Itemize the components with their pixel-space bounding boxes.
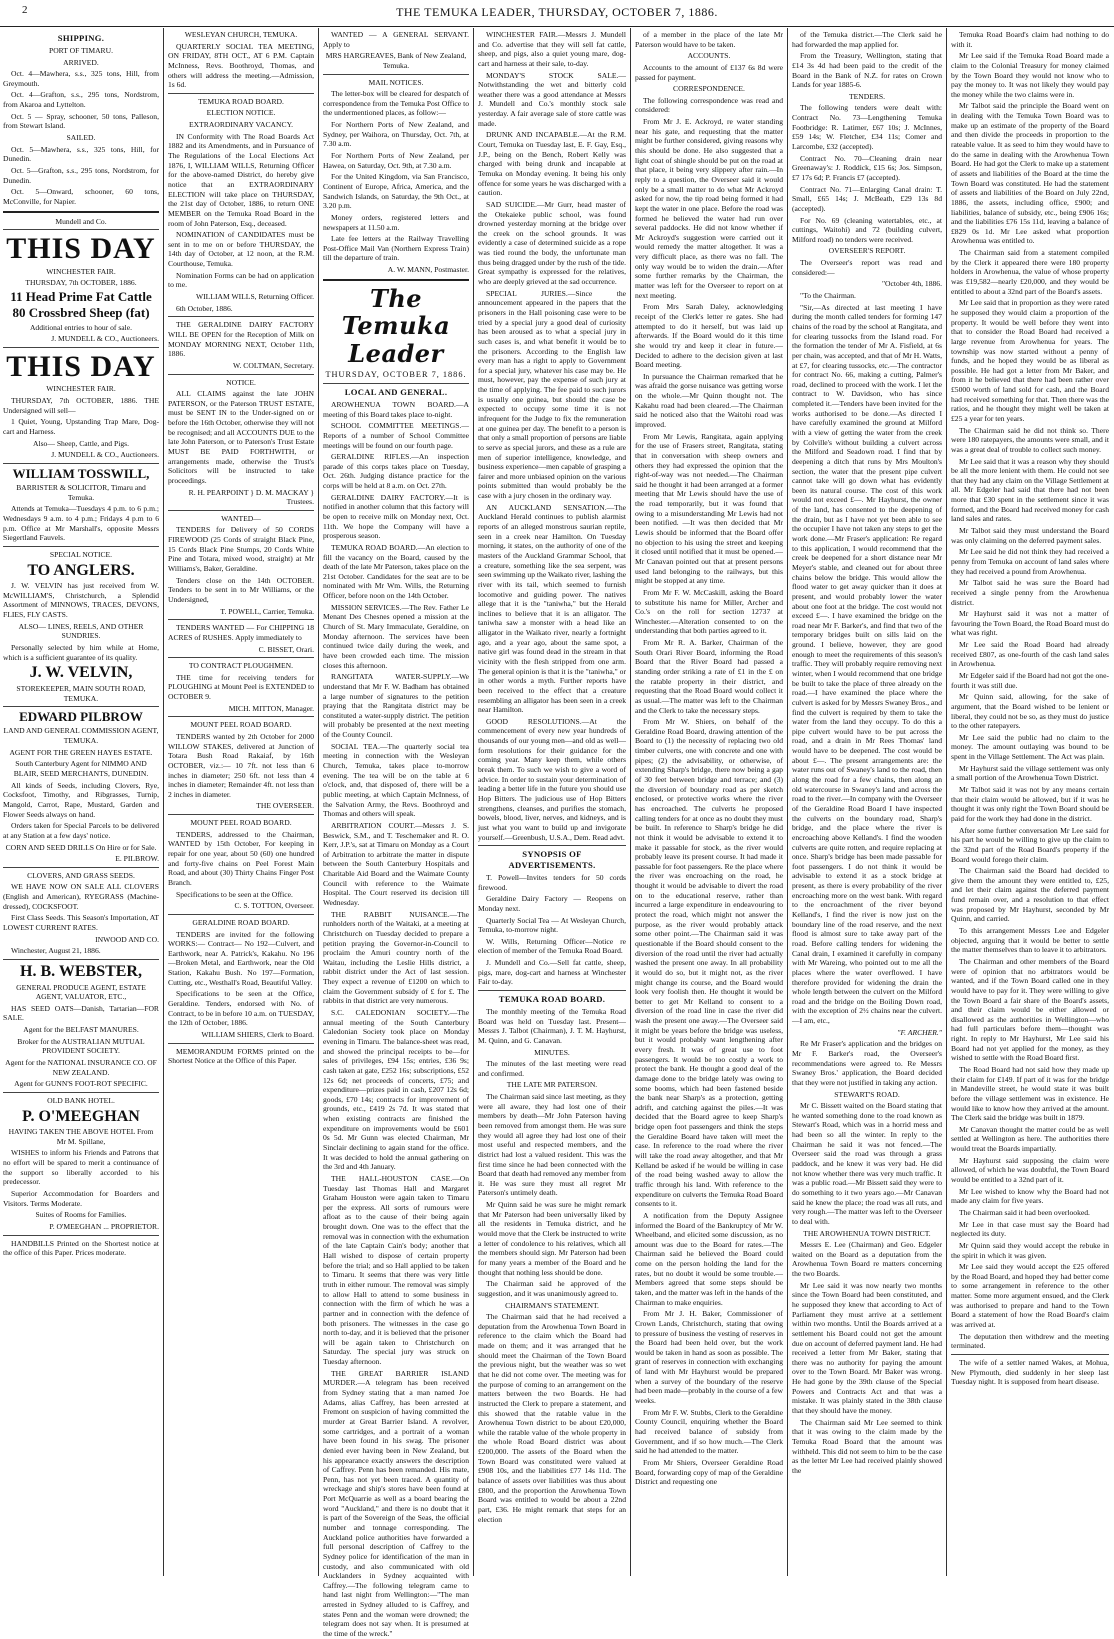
article-paragraph: WISHES to inform his Friends and Patrons that no effort will be spared to merit a continuance of the support so liberally accorded to his predecessor.	[3, 1148, 159, 1187]
article-paragraph: Mr Canavan thought the matter could be as well settled at Wellington as here. The authorities there would treat the Boards impartially.	[951, 1124, 1109, 1154]
article-paragraph: For Northern Ports of New Zealand, and Sydney, per Waihora, on Thursday, Oct. 7th, at 7.30 a.m.	[323, 120, 469, 149]
article-paragraph: J. Mundell and Co.—Sell fat cattle, sheep, pigs, mare, dog-cart and harness at Winchester Fair to-day.	[478, 958, 626, 987]
centered-line: NOTICE.	[226, 377, 256, 387]
article-paragraph: Late fee letters at the Railway Travelling Post-Office Mail Van (Northern Express Train) till the departure of train.	[323, 234, 469, 263]
divider-rule	[3, 1235, 159, 1236]
centered-line: WINCHESTER FAIR.	[46, 384, 116, 394]
divider-rule	[478, 990, 626, 991]
article-paragraph: Mr Lee in that case must say the Board had neglected its duty.	[951, 1219, 1109, 1239]
article-paragraph: GERALDINE DAIRY FACTORY.—It is notified in another column that this factory will be open to receive milk on Monday next, Oct. 11th. We hope the Company will have a prosperous season.	[323, 492, 469, 541]
article-paragraph: From Mr F. W. McCaskill, asking the Board to substitute his name for Miller, Archer and Co.'s on the roll for section 12737 at Winchester.—Alteration consented to on the understanding that both parties agreed to it.	[635, 587, 783, 636]
article-paragraph: Superior Accommodation for Boarders and Visitors. Terms Moderate.	[3, 1189, 159, 1208]
display-name: P. O'MEEGHAN	[22, 1107, 140, 1125]
article-paragraph: MISSION SERVICES.—The Rev. Father Le Menant Des Chesnes opened a mission at the Church of St. Mary Immaculate, Geraldine, on Monday afternoon. The services have been continued twice daily during the week, and have been crowded each time. The mission closes this afternoon.	[323, 602, 469, 670]
article-paragraph: Mr Lee said it was now nearly two months since the Town Board had been constituted, and he supposed they knew that according to Act of Parliament they must arrive at a settlement within two months. Until the Boards arrived at a settlement his Board could not get the amount due on account of deferred payment land. He had received a letter from Mr Baker, stating that there was no authority for paying the amount over to the Town Board. Mr Baker was wrong. He had gone by the 39th clause of the Special Powers and Contracts Act and that was a mistake. It was plainly stated in the 38th clause that they should have the money.	[792, 1280, 942, 1416]
article-paragraph: THE GREAT BARRIER ISLAND MURDER.—A telegram has been received from Sydney stating that a man named Joe Adams, alias Caffrey, has been arrested at Fremont on suspicion of having committed the murder at Great Barrier Island. A revolver, some cartridges, and a portrait of a woman have been found in his swag. The prisoner denied ever having been in New Zealand, but his appearance exactly answers the description of Caffrey. Penn has been remanded. His mate, Penn, has not yet been traced. A quantity of wreckage and ship's stores have been found at Port McQuarrie as well as a board bearing the word "Auckland," and there is no doubt that it is part of the Sovereign of the Seas, the official number and tonnage corresponding. The Auckland police authorities have forwarded a full personal description of Caffrey to the Sydney police for identification of the man in custody, and also communicated with old Aucklanders in Sydney acquainted with Caffrey.—The following telegram came to hand last night from Wellington:—"The man arrested in Sydney alluded to is Caffrey, and states Penn and the woman were drowned; the telegram does not say when. It is presumed at the time of the wreck."	[323, 1368, 469, 1639]
divider-rule	[168, 1043, 314, 1044]
article-paragraph: TENDERS wanted by 2th October for 2000 WILLOW STAKES, delivered at Junction of Totara Bush Road Rakaiaf, by 16th OCTOBER, viz.:— 10 7ft. not less than 6 inches in diameter; 250 6ft. not less than 4 inches in diameter; Remainder 4ft. not less than 2 inches in diameter.	[168, 732, 314, 799]
article-paragraph: GERALDINE RIFLES.—An inspection parade of this corps takes place on Tuesday, Oct. 26th. Judging distance practice for the corps will be held at 8 a.m. on Oct. 27th.	[323, 452, 469, 491]
signature-line: WILLIAM SHIERS, Clerk to Board.	[201, 1029, 314, 1039]
article-paragraph: WE HAVE NOW ON SALE ALL CLOVERS (English and American), RYEGRASS (Machine-dressed), COCKSFOOT.	[3, 882, 159, 911]
article-paragraph: From Mr F. W. Stubbs, Clerk to the Geraldine County Council, enquiring whether the Board had received balance of subsidy from Government, and if so how much.—The Clerk said he had attended to the matter.	[635, 1407, 783, 1456]
article-paragraph: From Mrs Sarah Daley, acknowledging receipt of the Clerk's letter re gates. She had attempted to do it herself, but was laid up afterwards. If the Board would do it this time she would try and keep it clear in future.—Decided to adhere to the decision given at last Board meeting.	[635, 302, 783, 370]
article-paragraph: THE RABBIT NUISANCE.—The runholders north of the Waitaki, at a meeting at Christchurch on Tuesday decided to prepare a petition praying the Governor-in-Council to proclaim the Amuri country north of the Waitau, including the Leslie Hills district, a rabbit district under the Act of last session. They expect a revenue of £1200 on which to claim the Government subsidy of £ for £. The rabbits in that district are very numerous.	[323, 909, 469, 1006]
article-paragraph: 6th October, 1886.	[176, 303, 233, 313]
article-paragraph: Mr Hayhurst said the village settlement was only a small portion of the Arowhenua Town District.	[951, 763, 1109, 783]
article-paragraph: THE time for receiving tenders for PLOUGHING at Mount Peel is EXTENDED to OCTOBER 9.	[168, 672, 314, 702]
article-paragraph: Mr Quinn said they would accept the rebuke in the spirit in which it was given.	[951, 1240, 1109, 1260]
centered-line: CHAIRMAN'S STATEMENT.	[505, 1300, 599, 1310]
centered-line: MOUNT PEEL ROAD BOARD.	[190, 818, 292, 828]
signature-line: W. COLTMAN, Secretary.	[233, 360, 314, 370]
divider-rule	[323, 383, 469, 384]
article-paragraph: From Mr Lewis, Rangitata, again applying for the use of Frasers street, Rangitata, stating that in conversation with sheep owners and others they had expressed the opinion that the right-of-way was not needed.—The Chairman said he thought it had been arranged at a former meeting that Mr Lewis should have the use of the road temporarily, but it was found that owing to a misunderstanding Mr Lewis had not been notified. —It was then decided that Mr Lewis should be informed that the Board offer no objection to his using the street and keeping it closed until notified that it must be opened.—Mr Canavan pointed out that at present persons used land belonging to the railways, but this might be stopped at any time.	[635, 431, 783, 586]
divider-rule	[3, 959, 159, 960]
centered-line: STOREKEEPER, MAIN SOUTH ROAD, TEMUKA.	[16, 683, 146, 703]
divider-rule	[3, 211, 159, 213]
article-paragraph: RANGITATA WATER-SUPPLY.—We understand that Mr F. W. Badham has obtained a large number of signatures to the petition praying that the Rangitata district may be constituted a water-supply district. The petition will probably be presented at the next meeting of the County Council.	[323, 672, 469, 740]
article-paragraph: MEMORANDUM FORMS printed on the Shortest Notice at the Office of this Paper.	[168, 1046, 314, 1066]
article-paragraph: QUARTERLY SOCIAL TEA MEETING, ON FRIDAY, 8TH OCT., AT 6 P.M. Captain McInness, Revs. Boothroyd, Thomas, and others will address the meeting.—Admission, 1s 6d.	[168, 41, 314, 90]
article-paragraph: From Mr J. E. Ackroyd, re water standing near his gate, and requesting that the matter might be further considered, giving reasons why this should be done. He also suggested that a light coat of shingle should be put on the road at that place, it being very slippery after rain.—In reply to a question, the Overseer said it would only be a small matter to do what Mr Ackroyd asked for now, the tip road being formed it had kept the water in one place. Before the road was formed he believed the water had run over several paddocks. He did not know whether if Mr Ackroyd's suggestion were carried out it would remedy the matter altogether. It was a very difficult place, as there was no fall. The only way would be to widen the drain.—After some further remarks by the Chairman, the matter was left for the Overseer to report on at next meeting.	[635, 117, 783, 300]
article-paragraph: Messrs E. Lee (Chairman) and Geo. Edgeler waited on the Board as a deputation from the Arowhenua Town Board re matters concerning the two Boards.	[792, 1240, 942, 1279]
centered-line: Agent for GUNN'S FOOT-ROT SPECIFIC.	[14, 1079, 148, 1089]
article-paragraph: The following tenders were dealt with: Contract No. 73—Lengthening Temuka Footbridge: R. Latimer, £67 10s; J. McInnes, £59 14s; W. Fletcher, £34 11s; Comer and Larcombe, £32 (accepted).	[792, 103, 942, 152]
column-5-road-board	[632, 30, 786, 1574]
section-heading: TEMUKA ROAD BOARD.	[498, 994, 606, 1005]
centered-line: HAVING TAKEN THE ABOVE HOTEL From Mr M. Spillane,	[8, 1127, 154, 1146]
article-paragraph: WINCHESTER FAIR.—Messrs J. Mundell and Co. advertise that they will sell fat cattle, sheep, and pigs, also a quiet young mare, dog-cart and harness at their sale, to-day.	[478, 30, 626, 68]
article-paragraph: AN AUCKLAND SENSATION.—The Auckland Herald continues to publish alarmist reports of an alleged monstrous saurian reptile, seen in a creek near Hamilton. On Tuesday morning, it states, on the authority of one of the masters of the Auckland Grammar School, that a creature, something like the sea serpent, was seen swimming up the Waikato river, lashing the river with its tail, which seemed to furnish locomotive and guiding power. The natives allege that it is the "taniwha," but the Herald inclines to believe that it is an alligator. The taniwha saw a monster with a head like an alligator in the Waikato river, nearly a fortnight ago, and a year ago, about the same spot, a native girl was found dead in the stream in that vicinity with the flesh stripped from one arm. The general opinion is that it is the "taniwha," or in other words a myth. Further reports have been received to the effect that a creature resembling an alligator has been seen in a creek near Hamilton.	[478, 502, 626, 715]
article-paragraph: The letter-box will be cleared for despatch of correspondence from the Temuka Post Office to the undermentioned places, as follow:—	[323, 89, 469, 118]
signature-line: "October 4th, 1886.	[881, 279, 942, 289]
centered-line: CORN AND SEED DRILLS On Hire or for Sale.	[5, 842, 157, 852]
article-paragraph: The following correspondence was read and considered:	[635, 95, 783, 115]
column-6-road-board	[789, 30, 945, 1574]
divider-rule	[323, 279, 469, 281]
display-headline: THIS DAY	[6, 349, 156, 383]
article-paragraph: Mr Lee wished to know why the Board had not made any claim for five years.	[951, 1186, 1109, 1206]
divider-rule	[168, 510, 314, 511]
article-paragraph: IN Conformity with The Road Boards Act 1882 and its Amendments, and in Pursuance of The Regulations of the Local Elections Act 1876, I, WILLIAM WILLS, Returning Officer for the above-named District, do hereby give notice that an EXTRAORDINARY ELECTION will take place on THURSDAY, the 21st day of October, 1886, to return ONE MEMBER on the Temuka Road Board in the room of John Paterson, Esq., deceased.	[168, 131, 314, 228]
article-paragraph: From Mr J. H. Baker, Commissioner of Crown Lands, Christchurch, stating that owing to pressure of business the vesting of reserves in the Board had been held over, but the work would be taken in hand as soon as possible. The grant of reserves in connection with exchanging of land with Mr Hayhurst would be prepared when a survey of the boundary of the reserve had been made—probably in the course of a few weeks.	[635, 1309, 783, 1406]
column-rule	[946, 28, 947, 1576]
article-paragraph: S.C. CALEDONIAN SOCIETY.—The annual meeting of the South Canterbury Caledonian Society took place on Monday evening in Timaru. The balance-sheet was read, and showed the principal receipts to be—for sales of privileges, £94 15s; entries, £36 9s; cash taken at gate, £252 16s; subscriptions, £52 12s 6d; net proceeds of concerts, £75; and expenditure—prizes paid in cash, £207 12s 6d; goods, £70 14s; contracts for improvement of grounds, etc., £419 2s 7d. It was stated that when existing contracts are finished the expenditure on improvements would be £601 0s 5d. Mr Gunn was elected Chairman, Mr Sinclair declining to again stand for the office. It was decided to hold the annual gathering on the 3rd and 4th January.	[323, 1008, 469, 1172]
centered-line: ELECTION NOTICE.	[206, 108, 276, 118]
article-paragraph: SCHOOL COMMITTEE MEETINGS.—Reports of a number of School Committee meetings will be found on our fourth page.	[323, 421, 469, 450]
article-paragraph: The Chairman said the Board had decided to give them the amount they were entitled to, £25, and let their claim against the deferred payment fund remain over, and a resolution to that effect was proposed by Mr Hayhurst, seconded by Mr Quinn, and carried.	[951, 866, 1109, 924]
article-paragraph: The Chairman said it had been overlooked.	[959, 1207, 1090, 1217]
divider-rule	[478, 845, 626, 846]
article-paragraph: Contract No. 71—Enlarging Canal drain: T. Small, £65 14s; J. McBeath, £29 13s 8d (accepted).	[792, 184, 942, 213]
centered-line: ALSO— LINES, REELS, AND OTHER SUNDRIES.	[18, 621, 144, 641]
article-paragraph: TENDERS, addressed to the Chairman, WANTED by 15th October, For keeping in repair for one year, about 50 (60) one hundred and forty-five chains on Peel Forest Main Road, and about (30) Thirty Chains Finger Post Branch.	[168, 829, 314, 887]
article-paragraph: Mr Hayhurst said supposing the claim were allowed, of which he was doubtful, the Town Board would be entitled to a 32nd part of it.	[951, 1155, 1109, 1185]
centered-line: Additional entries to hour of sale.	[29, 322, 133, 332]
centered-line: GENERAL PRODUCE AGENT, ESTATE AGENT, VALUATOR, ETC.,	[16, 982, 146, 1002]
article-paragraph: To this arrangement Messrs Lee and Edgeler objected, arguing that it would be better to settle the matter themselves than to leave it to arbitrators.	[951, 926, 1109, 955]
article-paragraph: After some further conversation Mr Lee said for his part he would be willing to give up the claim to the 32nd part of the Road Board's property if the Board would forego their claim.	[951, 825, 1109, 864]
article-paragraph: Mr Lee said if the Temuka Road Board made a claim to the Colonial Treasury for money claimed by the Town Board they would not know who to pay the money to. It was not likely they would pay the money while the two claims were in.	[951, 51, 1109, 99]
centered-line: MRS HARGREAVES, Bank of New Zealand, Temuka.	[325, 51, 467, 70]
display-headline: THIS DAY	[6, 232, 156, 266]
article-paragraph: J. W. VELVIN has just received from W. McWILLIAM'S, Christchurch, a Splendid Assortment of MINNOWS, TRACES, DEVONS, FLIES, FLY CASTS.	[3, 581, 159, 620]
article-paragraph: Oct. 4—Mawhera, s.s., 325 tons, Hill, from Greymouth.	[3, 69, 159, 88]
display-subhead: WILLIAM TOSSWILL,	[12, 465, 150, 481]
article-paragraph: Mr Talbot said it was not by any means certain that their claim would be allowed, but if it was he thought it was only right the Town Board should be paid for the work they had done in the district.	[951, 785, 1109, 823]
centered-line: SAILED.	[66, 133, 96, 143]
centered-line: PORT OF TIMARU.	[48, 45, 114, 55]
article-paragraph: TENDERS are invited for the following WORKS:— Contract— No 192—Culvert, and Earthwork, near A. Patrick's, Kakahu. No 196—Broken Metal, and Earthwork, near the Old Station, Kakahu Bush. No 197—Formation, Cutting, etc., Westhall's Road, Beautiful Valley.	[168, 929, 314, 987]
divider-rule	[951, 1354, 1109, 1355]
centered-line: GERALDINE ROAD BOARD.	[192, 917, 290, 927]
article-paragraph: For No. 69 (cleaning watertables, etc., at cuttings, Waitohi) and 72 (building culvert, Milford road) no tenders were received.	[792, 215, 942, 244]
centered-line: Broker for the AUSTRALIAN MUTUAL PROVIDENT SOCIETY.	[17, 1036, 145, 1056]
article-paragraph: NOMINATION of CANDIDATES must be sent in to me on or before THURSDAY, the 14th day of October, at 12 noon, at the R.M. Courthouse, Temuka.	[168, 230, 314, 269]
column-1-advertisements	[0, 30, 162, 1574]
centered-line: AGENT FOR THE GREEN HAYES ESTATE.	[9, 747, 153, 757]
centered-line: CORRESPONDENCE.	[673, 84, 745, 94]
divider-rule	[3, 347, 159, 348]
article-paragraph: THE HALL-HOUSTON CASE.—On Tuesday last Thomas Hall and Margaret Graham Houston were again taken to Timaru per the express. All sorts of rumours were afloat as to the cause of their being again brought down. One was to the effect that the removal was in connection with the exhumation of the late Captain Cain's body; another that Hall wished to dispose of certain property before the trial; and so Hall applied to be taken to Timaru. It seems that there was very little truth in either rumour. The removal was simply to allow Hall to attend to some business in connection with the firm of which he was a partner and in connection with the defence of both prisoners. The witnesses in the case go north to-day, and it is believed that the prisoner will be again taken to Christchurch on Saturday. The special jury was struck on Tuesday afternoon.	[323, 1173, 469, 1367]
article-paragraph: Mr Talbot said the principle the Board went on in dealing with the Temuka Town Board was to make up an estimate of the property of the Board and then divide the proceeds in proportion to the rateable value. It as seed to him they would have to do the same in dealing with the Arowhenua Town Board. He had got the Clerk to make up a statement of assets and liabilities of the Board at the time the Town Board was constituted. He had the statement of assets and liabilities of the Board on July 22nd, 1886, the assets, including office, £900; and liabilities, balance of subsidy, etc., being £906 16s; and the liabilities £76 15s 11d, leaving a balance of £829 0s 1d. Mr Lee asked what proportion Arowhenua was entitled to.	[951, 101, 1109, 246]
article-paragraph: TEMUKA ROAD BOARD.—An election to fill the vacancy on the Board, caused by the death of the late Mr Paterson, takes place on the 21st October. Candidates for the seat are to be nominated with Mr Wm. Wills, the Returning Officer, before noon on the 14th October.	[323, 542, 469, 601]
article-paragraph: TENDERS for Delivery of 50 CORDS FIREWOOD (25 Cords of straight Black Pine, 15 Cords Black Pine Stumps, 20 Cords White Pine and Totara, mixed wood, straight) at Mr Williams's, Baker, Geraldine.	[168, 525, 314, 574]
column-rule	[163, 28, 164, 1576]
article-paragraph: Mr Lee said they would accept the £25 offered by the Road Board, and hoped they had better come to some arrangement in reference to the other matter. Some more argument ensued, and the Clerk was authorised to prepare and hand to the Town Board a statement of how the Road Board's claim was arrived at.	[951, 1262, 1109, 1329]
article-paragraph: The Chairman said since last meeting, as they were all aware, they had lost one of their members by death—Mr John Paterson having been removed from amongst them. He was sure they would all agree they had lost one of their most useful and respected members, and the district had lost a valued resident. This was the first time since he had been connected with the Board that death had removed any member from it. He was sure they must all regret Mr Paterson's untimely death.	[478, 1092, 626, 1198]
display-subhead: 11 Head Prime Fat Cattle	[10, 288, 152, 304]
article-paragraph: Attends at Temuka—Tuesdays 4 p.m. to 6 p.m.; Wednesdays 9 a.m. to 4 p.m.; Fridays 4 p.m to 6 p.m. Office at Mr Marshall's, opposite Messrs Siegertland Fauvels.	[3, 504, 159, 543]
article-paragraph: Specifications to be seen at the Office, Geraldine. Tenders, endorsed with No. of Contract, to be in before 10 a.m. on TUESDAY, the 12th of October, 1886.	[168, 989, 314, 1028]
centered-line: TENDERS.	[848, 91, 886, 101]
article-paragraph: For the United Kingdom, via San Francisco, Continent of Europe, Africa, America, and the Sandwich Islands, on Saturday, the 9th Oct., at 3.20 p.m.	[323, 172, 469, 211]
centered-line: EXTRAORDINARY VACANCY.	[189, 120, 293, 130]
section-heading: SYNOPSIS OF ADVERTISEMENTS.	[508, 849, 596, 871]
centered-line: ACCOUNTS.	[687, 51, 731, 61]
centered-line: STEWART'S ROAD.	[834, 1089, 900, 1099]
centered-line: THE AROWHENUA TOWN DISTRICT.	[803, 1228, 931, 1238]
divider-rule	[168, 374, 314, 375]
divider-rule	[3, 546, 159, 547]
signature-line: P. O'MEEGHAN ... PROPRIETOR.	[49, 1221, 159, 1231]
article-paragraph: From the Treasury, Wellington, stating that £14 3s 4d had been paid to the credit of the Board in the Bank of N.Z. for rates on Crown Lands for year 1885-6.	[792, 51, 942, 90]
signature-line: J. MUNDELL & CO., Auctioneers.	[51, 450, 159, 460]
article-paragraph: Money orders, registered letters and newspapers at 11.50 a.m.	[323, 212, 469, 232]
centered-line: OLD BANK HOTEL.	[47, 1095, 115, 1105]
article-paragraph: Contract No. 70—Cleaning drain near Greenaway's: J. Roddick, £15 6s; Jos. Simpson, £7 17s 6d; P. Francis £7 (accepted).	[792, 153, 942, 182]
article-paragraph: Oct. 4—Grafton, s.s., 295 tons, Nordstrom, from Akaroa and Lyttelton.	[3, 90, 159, 110]
column-rule	[473, 28, 474, 1576]
article-paragraph: All kinds of Seeds, including Clovers, Rye, Cocksfoot, Timothy, and Ribgrasses, Turnip, Mangold, Carrot, Rape, Mustard, Garden and Flower Seeds always on hand.	[3, 780, 159, 819]
article-paragraph: Geraldine Dairy Factory — Reopens on Monday next.	[478, 894, 626, 913]
divider-rule	[168, 93, 314, 94]
article-paragraph: Nomination Forms can be had on application to me.	[168, 270, 314, 290]
article-paragraph: "To the Chairman.	[800, 291, 856, 301]
display-name: H. B. WEBSTER,	[20, 962, 142, 980]
article-paragraph: ALL CLAIMS against the late JOHN PATERSON, or the Paterson TRUST ESTATE, must be SENT IN to the Under-signed on or before the 16th October, otherwise they will not be recognised; and all ACCOUNTS DUE to the late John Paterson, or to Paterson's Trust Estate MUST BE PAID FORTHWITH, or arrangements made, otherwise the Trust's Solicitors will be instructed to take proceedings.	[168, 389, 314, 485]
centered-line: MINUTES.	[534, 1047, 570, 1057]
column-rule	[318, 28, 319, 1576]
divider-rule	[323, 74, 469, 75]
centered-line: LAND AND GENERAL COMMISSION AGENT, TEMUKA.	[3, 726, 159, 746]
article-paragraph: T. Powell—Invites tenders for 50 cords firewood.	[478, 872, 626, 892]
article-paragraph: Mr Quinn said, allowing, for the sake of argument, that the Board wished to be lenient or liberal, they could not be so, as they must do justice to the other ratepayers.	[951, 692, 1109, 731]
article-paragraph: Oct. 5—Mawhera, s.s., 325 tons, Hill, for Dunedin.	[3, 144, 159, 164]
article-paragraph: A notification from the Deputy Assignee informed the Board of the Bankruptcy of Mr W. Wheelband, and elicited some discussion, as no amount was due to the Board for rates.—The Chairman said he believed the Board could come on the person holding the land for the rates, but no doubt it would be some trouble.—Members agreed that some steps should be taken, and the matter was left in the hands of the Chairman to make enquiries.	[635, 1210, 783, 1307]
signature-line: WILLIAM WILLS, Returning Officer.	[195, 292, 314, 302]
article-paragraph: HANDBILLS Printed on the Shortest notice at the office of this Paper. Prices moderate.	[3, 1238, 159, 1258]
article-paragraph: of the Temuka district.—The Clerk said he had forwarded the map applied for.	[792, 30, 942, 49]
page-header	[0, 0, 1114, 27]
article-paragraph: The Road Board had not said how they made up their claim for £149. If part of it was for the bridge in Mandeville street, he would state it was built before the village settlement was in existence. He would like to know how they arrived at the amount. The Clerk said the bridge was built in 1879.	[951, 1064, 1109, 1123]
article-paragraph: HAS SEED OATS—Danish, Tartarian—FOR SALE.	[3, 1003, 159, 1023]
article-paragraph: From Mr W. Shiers, on behalf of the Geraldine Road Board, drawing attention of the Board to (1) the necessity of replacing two old timber culverts, one with concrete and one with pipes; (2) the advisability, or otherwise, of extending Sharp's bridge, there now being a gap of 30 feet between bridge and terrace; and (3) the diversion of boundary road as per sketch enclosed, or protective works where the river has encroached. The culverts he proposed calling tenders for at once as no doubt they must be built. In reference to Sharp's bridge he did not think it would be advisable to extend it to make it passable for stock, as the river would probably leave its present course. It had made it passable for foot passengers. Re the place where the river was encroaching on the road, he thought it would be advisable to divert the road on to the educational reserve, rather than incurred a large expenditure in endeavouring to protect the road, which might not answer the purpose, as the river would probably attack some other point.—The Chairman said it was questionable if the Board should consent to the diversion of the road until the river had actually washed the present one away. In all probability it would do so, but it might not, as the river might change its course, and the Board would look very foolish then. He thought it would be better to get Mr Kelland to consent to a diversion of the road line in case the river did wash the present one away.—The Overseer said it might be years before the bridge was useless, but it would probably want lengthening after every fresh. It was of great use to foot passengers. It would be too costly a work to protect the bank. He thought a good deal of the damage done to the bridge lately was owing to some booms, which had been fastened beside the bank near Sharp's as a protection, getting adrift, and catching against the piles.—It was decided that the Board agree to keep Sharp's bridge open foot passengers and think the steps the Geraldine Board have taken will meet the case. In reference to the road where the river will take the road away altogether, and that Mr Kelland be asked if he would be willing in case of the road being washed away to allow the traffic through his land. With reference to the expenditure on culverts the Temuka Road Board consents to it.	[635, 717, 783, 1209]
article-paragraph: The monthly meeting of the Temuka Road Board was held on Tuesday last. Present—Messrs J. Talbot (Chairman), J. T. M. Hayhurst, M. Quinn, and G. Canavan.	[478, 1006, 626, 1045]
column-3-local-and-general	[320, 30, 472, 1639]
newspaper-title-line: THE TEMUKA LEADER, THURSDAY, OCTOBER 7, 1886.	[396, 5, 718, 19]
signature-line: J. MUNDELL & CO., Auctioneers.	[51, 334, 159, 344]
article-paragraph: The Chairman said Mr Lee seemed to think that it was owing to the claim made by the Temuka Road Board that the amount was withheld. This did not seem to him to be the case as the letter Mr Lee had received plainly showed the	[792, 1417, 942, 1475]
article-paragraph: Oct. 5—Grafton, s.s., 295 tons, Nordstrom, for Dunedin.	[3, 165, 159, 185]
article-paragraph: WANTED — A GENERAL SERVANT. Apply to	[323, 30, 469, 49]
signature-line: THE OVERSEER.	[256, 801, 314, 811]
centered-line: MAIL NOTICES.	[368, 77, 424, 87]
divider-rule	[3, 706, 159, 707]
article-paragraph: Specifications to be seen at the Office.	[176, 889, 293, 899]
centered-line: TEMUKA ROAD BOARD.	[198, 96, 284, 106]
article-paragraph: THURSDAY, 7th OCTOBER, 1886. THE Undersigned will sell—	[3, 395, 159, 415]
article-paragraph: In pursuance the Chairman remarked that he was afraid the gorse nuisance was getting worse on the whole.—Mr Quinn thought not. The Kakahu road had been cleared.—The Chairman said he noticed also that the Waitohi road was improved.	[635, 371, 783, 429]
article-paragraph: Quarterly Social Tea — At Wesleyan Church, Temuka, to-morrow night.	[478, 915, 626, 935]
centered-line: Agent for the BELFAST MANURES.	[23, 1025, 139, 1035]
centered-line: WINCHESTER FAIR.	[46, 266, 116, 276]
centered-line: WANTED—	[221, 513, 261, 523]
article-paragraph: W. Wills, Returning Officer—Notice re election of member of the Temuka Road Board.	[478, 936, 626, 956]
article-paragraph: TENDERS WANTED — For CHIPPING 18 ACRES of RUSHES. Apply immediately to	[168, 623, 314, 642]
centered-line: WESLEYAN CHURCH, TEMUKA.	[184, 30, 298, 39]
centered-line: Agent for the NATIONAL INSURANCE CO. OF NEW ZEALAND.	[5, 1058, 157, 1077]
display-subhead: EDWARD PILBROW	[19, 709, 143, 725]
centered-line: Mundell and Co.	[55, 216, 107, 226]
centered-line: ARRIVED.	[63, 57, 99, 67]
divider-rule	[168, 716, 314, 717]
article-paragraph: DRUNK AND INCAPABLE.—At the R.M. Court, Temuka on Tuesday last, E. F. Gay, Esq., J.P., being on the Bench, Robert Kelly was charged with being drunk and incapable at Temuka on Monday evening. It being his only offence for some years he was discharged with a caution.	[478, 130, 626, 198]
article-paragraph: The Overseer's report was read and considered:—	[792, 258, 942, 277]
column-rule	[630, 28, 631, 1576]
centered-line: THURSDAY, 7th OCTOBER, 1886.	[25, 278, 137, 288]
article-paragraph: Re Mr Fraser's application and the bridges on Mr F. Barker's road, the Overseer's recommendations were agreed to. Re Messrs Swaney Bros.' application, the Board decided that they were not justified in taking any action.	[792, 1039, 942, 1087]
signature-line: "F. ARCHER."	[897, 1027, 942, 1037]
centered-line: Also— Sheep, Cattle, and Pigs.	[33, 438, 129, 448]
article-paragraph: The wife of a settler named Wakes, at Mohua, New Plymouth, died suddenly in her sleep last Tuesday night. It is supposed from heart disease.	[951, 1357, 1109, 1387]
article-paragraph: Tenders close on the 14th OCTOBER. Tenders to be sent in to Mr Williams, or the Undersigned,	[168, 575, 314, 604]
article-paragraph: Winchester, August 21, 1886.	[11, 946, 101, 956]
column-2-notices	[165, 30, 317, 1574]
article-paragraph: Mr Lee said that in proportion as they were rated he supposed they would claim a proportion of the property. It would be well before they went into that to consider the Road Board had received a large revenue from Arowhenua for years. The township was now started without a penny of funds, and he hoped they would be as liberal as possible. He had got a letter from Mr Baker, and from it he believed that there had been rather over £5000 worth of land sold for cash, and the Board had received something for that. Then there was the ratios, and he thought they might well be taken at £25 a year for ten years.	[951, 298, 1109, 423]
signature-line: E. PILBROW.	[115, 854, 159, 864]
centered-line: CLOVERS, AND GRASS SEEDS.	[27, 870, 135, 880]
article-paragraph: Temuka Road Board's claim had nothing to do with it.	[951, 30, 1109, 49]
divider-rule	[168, 619, 314, 620]
page-number: 2	[22, 4, 28, 16]
display-name: TO ANGLERS.	[27, 561, 135, 579]
signature-line: A. W. MANN, Postmaster.	[387, 265, 469, 275]
centered-line: MOUNT PEEL ROAD BOARD.	[190, 720, 292, 730]
article-paragraph: Mr Talbot said he was sure the Board had received a single penny from the Arowhenua district.	[951, 578, 1109, 607]
article-paragraph: The minutes of the last meeting were read and confirmed.	[478, 1059, 626, 1078]
centered-line: BARRISTER & SOLICITOR, Timaru and Temuka.	[16, 483, 146, 502]
centered-line: SPECIAL NOTICE.	[49, 549, 113, 559]
article-paragraph: Oct. 5 — Spray, schooner, 50 tons, Palleson, from Stewart Island.	[3, 111, 159, 131]
signature-line: C. BISSET, Orari.	[258, 644, 314, 654]
article-paragraph: Orders taken for Special Parcels to be delivered at any Station at a few days' notice.	[3, 821, 159, 840]
section-heading: LOCAL AND GENERAL.	[344, 387, 448, 398]
article-paragraph: Mr Lee said he did not think they had received a penny from Temuka on account of land sales where they had received a pound from Arowhenua.	[951, 547, 1109, 576]
article-paragraph: The Chairman said he did not think so. There were 180 ratepayers, the amounts were small, and it was a great deal of trouble to collect such money.	[951, 425, 1109, 454]
article-paragraph: Mr Lee said that it was a reason why they should be all the more lenient with them. He could not see that they had any claim on the Village Settlement at all. Mr Edgeler had said that there had not been more that £30 spent in the settlement since it was formed, and the Board had received money for cash land sales and rates.	[951, 456, 1109, 524]
article-paragraph: Mr Quinn said he was sure he might remark that Mr Paterson had been universally liked by all the residents in Temuka district, and he would move that the Clerk be instructed to write a letter of condolence to his relatives, which all the members should sign. Mr Paterson had been for many years a member of the Board and he thought that nothing less should be done.	[478, 1200, 626, 1277]
column-7-road-board	[948, 30, 1112, 1574]
divider-rule	[3, 229, 159, 230]
article-paragraph: SAD SUICIDE.—Mr Gurr, head master of the Otekaieke public school, was found drowned yesterday morning at the bridge over the creek on the school grounds. It was evidently a case of determined suicide as a rope was tied round the body, the unfortunate man thus being dragged under by the rush of the tide. Great sympathy is expressed for the relatives, who are deeply grieved at the sad occurrence.	[478, 199, 626, 287]
signature-line: T. POWELL, Carrier, Temuka.	[220, 606, 314, 616]
section-heading: SHIPPING.	[57, 33, 105, 43]
article-paragraph: The Chairman said he approved of the suggestion, and it was unanimously agreed to.	[478, 1279, 626, 1298]
article-paragraph: Mr Lee said the public had no claim to the money. The amount outlaying was bound to be spent in the Village Settlement. The Act was plain.	[951, 732, 1109, 762]
display-subhead: 80 Crossbred Sheep (fat)	[12, 305, 150, 321]
signature-line: MICH. MITTON, Manager.	[228, 703, 314, 713]
article-paragraph: Personally selected by him while at Home, which is a sufficient guarantee of its quality.	[3, 643, 159, 662]
divider-rule	[3, 1092, 159, 1093]
divider-rule	[168, 657, 314, 658]
article-paragraph: THE GERALDINE DAIRY FACTORY WILL BE OPEN for the Reception of Milk on MONDAY MORNING NEXT, October 11th, 1886.	[168, 320, 314, 359]
dateline: THURSDAY, OCTOBER 7, 1886.	[325, 369, 467, 379]
centered-line: THE LATE MR PATERSON.	[506, 1080, 598, 1090]
article-paragraph: Accounts to the amount of £137 6s 8d were passed for payment.	[635, 62, 783, 82]
centered-line: South Canterbury Agent for NIMMO AND BLAIR, SEED MERCHANTS, DUNEDIN.	[13, 759, 149, 779]
article-paragraph: Mr C. Bissett waited on the Board stating that he wanted something done to the road known as Stewart's Road, which was in a horrid mess and had been so all the winter. In reply to the Chairman he said it was not fenced.—The Overseer said the road was through a grass paddock, and he knew it was very bad. He did not know whether there was very much traffic. It was a public road.—Mr Bissett said they were to do something to it two years ago.—Mr Canavan said he knew the place; the road was all ruts, and very rough.—The matter was left to the Overseer to deal with.	[792, 1101, 942, 1226]
centered-line: OVERSEER'S REPORT.	[828, 246, 906, 256]
article-paragraph: Mr Hayhurst said it was not a matter of favouring the Town Board, the Road Board must do what was right.	[951, 609, 1109, 638]
divider-rule	[168, 814, 314, 815]
article-paragraph: For Northern Ports of New Zealand, per Hawea, on Saturday, Oct. 9th, at 7.30 a.m.	[323, 151, 469, 170]
article-paragraph: SPECIAL JURIES.—Since the announcement appeared in the papers that the prisoners in the Hall poisoning case were to be tried by a special jury a good deal of curiosity has been aroused as to what a special jury in such cases is, and what benefit it would be to the prisoners. According to the English law every man has a right to apply to Government for a special jury, whatever his case may be. He must, however, pay the expense of such jury at the time of applying. The fee paid to such jurors is usually one guinea, but should the case be expected to occupy some time it is not infrequent for the Judge to fix the remuneration at one guinea per day. The benefit to a person is that only a small proportion of persons are liable to serve as special jurors, and these as a rule are men of superior intelligence, knowledge, and business experience—men capable of grasping a fairer and more unbiased opinion on the various points submitted than would probably be the case with a jury chosen in the ordinary way.	[478, 288, 626, 501]
column-4-news	[475, 30, 629, 1574]
article-paragraph: From Mr Shiers, Overseer Geraldine Road Board, forwarding copy of map of the Geraldine District and requesting one	[635, 1457, 783, 1487]
signature-line: INWOOD AND CO.	[95, 934, 159, 944]
article-paragraph: AROWHENUA TOWN BOARD.—A meeting of this Board takes place to-night.	[323, 399, 469, 419]
article-paragraph: Oct. 5—Onward, schooner, 60 tons, McConville, for Napier.	[3, 187, 159, 206]
signature-line: C. S. TOTTON, Overseer.	[234, 901, 314, 911]
column-rule	[787, 28, 788, 1576]
article-paragraph: The Chairman and other members of the Board were of opinion that no arbitrators would be wanted, and if the Town Board called one in they would have to pay for it. They were willing to give the Town Board a fair share of the Board's assets, and their claim would be either allowed or disallowed as the authorities in Wellington—who had full particulars before them—thought was right. In reply to Mr Hayhurst, Mr Lee said his Board had not yet applied for the money, as they wished to settle with the Road Board first.	[951, 956, 1109, 1063]
article-paragraph: 1 Quiet, Young, Upstanding Trap Mare, Dog-cart and Harness.	[3, 417, 159, 436]
centered-line: Suites of Rooms for Families.	[35, 1210, 127, 1220]
masthead-title: The Temuka Leader	[341, 283, 451, 368]
article-paragraph: ARBITRATION COURT.—Messrs J. S. Beswick, S.M., and T. Teschemaker and R. O. Kerr, J.P.'s, sat at Timaru on Monday as a Court of Arbitration to arbitrate the matter in dispute between the South Canterbury Hospitals and Charitable Aid Board and the Waimate County Council with reference to the Waimate Hospital. The Court reserved its decision till Wednesday.	[323, 820, 469, 907]
centered-line: TO CONTRACT PLOUGHMEN.	[188, 661, 294, 671]
divider-rule	[168, 914, 314, 915]
article-paragraph: "Sir,—As directed at last meeting I have during the month called tenders for forming 147 chains of the road by the school at Rangitata, and for clearing tussocks from the Island road. For the formation the tender of Mr A. Fisfield, at 6s per chain, was accepted, and that of Mr H. Watts, at £7, for clearing tussocks, etc.—The contractor for contract No. 66, making a cutting, Palmer's road, declined to proceed with the work. I let the contract to W. Davidson, who has since completed it.—Tenders have been invited for the works authorised to be done.—As directed I have carefully examined the ground at Milford with a view of getting the water from the creek by Colville's without building a culvert across the Milford and Seadown road. I find that by deepening a ditch that runs by Mrs Moulton's section, the water that the present pipe culvert cannot take will go down what has evidently been its natural course. The cost of this work would not exceed £—. Mr Hayhurst, the owner of the land, has consented to the deepening of the drain, but as I have not yet been able to see the occupier I have not taken any steps to get the work done.—Mr Fraser's application: Re regard to this application, I would recommend that the creek be deepened for a short distance near Mr Meyer's stable, and cleaned out for about three chains below the bridge. This would allow the flood water to get away quicker than it does at present, and would probably lower the water about one foot at the bridge. The cost would not exceed £—. I have examined the bridge on the road near Mr F. Barker's, and find that two of the temporary bridges built on sills laid on the ground. I believe, however, they are good enough to meet the requirements of this season's traffic. They will probably require removing next winter, when I would recommend that one bridge be built to take the place of three already on the road.—I have examined the place where the culvert is asked for by Messrs Swaney Bros., and find the culvert is required by them to take the water from the land they occupy. To do this a pipe culvert would have to be put across the road, and a drain in Mr Rees Thomas' land would have to be deepened. The cost would be about £—. The present arrangements are: the water runs out of Swaney's land to the road, then along the road for a few chains, then along an old watercourse in Swaney's land and across the road to the river.—In company with the Overseer of the Geraldine Road Board I have inspected the culverts on the boundary road, Sharp's bridge, and the place where the river is encroaching above Kelland's. I find the wooden culverts are quite rotten, and require replacing at once. Sharp's bridge has been made passable for foot passengers. I do not think it would be advisable to extend it as a stock bridge at present, as there is every probability of the river encroaching more on the west bank. With regard to the encroachment of the river beyond Kelland's, I find the river is now just on the boundary line of the road reserve, and the next flood is almost sure to take away part of the road. Before calling tenders for widening the Canal drain, I examined it carefully in company with Mr Wareing, who pointed out to me all the places where the water overflowed. I have therefore provided for widening the drain the whole length between the culvert on the Milford road and the bridge on the Boiling Down road, with the exception of 2½ chains near the culvert.—I am, etc.,	[792, 302, 942, 1026]
article-paragraph: SOCIAL TEA.—The quarterly social tea meeting in connection with the Wesleyan Church, Temuka, takes place to-morrow evening. The tea will be on the table at 6 o'clock, and, that disposed of, there will be a public meeting, at which Captain McInness, of the Salvation Army, the Revs. Boothroyd and Thomas and others will speak.	[323, 741, 469, 819]
divider-rule	[3, 867, 159, 868]
article-paragraph: Mr Edgeler said if the Board had not got the one-fourth it was still due.	[951, 671, 1109, 690]
signature-line: R. H. PEARPOINT } D. M. MACKAY } Trustees.	[188, 487, 314, 507]
article-paragraph: Mr Talbot said they must understand the Board was only claiming on the deferred payment sales.	[951, 526, 1109, 545]
article-paragraph: of a member in the place of the late Mr Paterson would have to be taken.	[635, 30, 783, 49]
divider-rule	[168, 316, 314, 317]
article-paragraph: GOOD RESOLUTIONS.—At the commencement of every new year hundreds of thousands of our young men—and old as well—form resolutions for their guidance for the coming year. Many keep them, while others break them. To such we wish to give a word of advice. In order to sustain your determination of leading a better life in the future you should use Hop Bitters. The judicious use of Hop Bitters strengthens, cleanses, and purifies the stomach, bowels, blood, liver, nerves, and kidneys, and is just what you want to build up and invigorate yourself.—Greenbush, U.S.A., Dem. Read advt.	[478, 716, 626, 842]
article-paragraph: From Mr R. A. Barker, Chairman of the South Orari River Board, informing the Road Board that the River Board had passed a standing order striking a rate of £1 in the £ on the ratable property in their district, and requesting that the Road Board would collect it as usual.—The matter was left to the Chairman and the Clerk to take the necessary steps.	[635, 638, 783, 715]
article-paragraph: Mr Lee said the Road Board had already received £807, as one-fourth of the cash land sales in Arowhenua.	[951, 640, 1109, 669]
divider-rule	[3, 463, 159, 464]
article-paragraph: First Class Seeds. This Season's Importation, AT LOWEST CURRENT RATES.	[3, 913, 159, 932]
article-paragraph: The deputation then withdrew and the meeting terminated.	[951, 1331, 1109, 1351]
article-paragraph: MONDAY'S STOCK SALE.—Notwithstanding the wet and bitterly cold weather there was a good attendance at Messrs J. Mundell and Co.'s monthly stock sale yesterday. A fair average sale of store cattle was made.	[478, 70, 626, 128]
display-name: J. W. VELVIN,	[29, 664, 133, 682]
article-paragraph: The Chairman said that he had received a deputation from the Arowhenua Town Board in reference to the claim which the Board had made on them; and it was arranged that he should meet the Chairman of the Town Board the previous night, but the weather was so wet that he did not come over. The meeting was for the purpose of coming to an arrangement on the matters between the two Boards. He had instructed the Clerk to prepare a statement, and this showed that the ratable value in the Arowhenua Town district to be about £20,000, while the ratable value of the whole property in the whole Road Board district was about £200,000. The assets of the Board when the Town Board was constituted were valued at £908 10s, and the liabilities £77 14s 11d. The balance of assets over liabilities was thus about £800, and the proportion the Arowhenua Town Board was entitled to would be about a 22nd part, £36. He might remark that steps for an election	[478, 1312, 626, 1524]
article-paragraph: The Chairman said from a statement compiled by the Clerk it appeared there were 180 property holders in Arowhenua, the value of whose property was £19,582—nearly £20,000, and they would be entitled to about a 32nd part of the Board's assets.	[951, 248, 1109, 296]
